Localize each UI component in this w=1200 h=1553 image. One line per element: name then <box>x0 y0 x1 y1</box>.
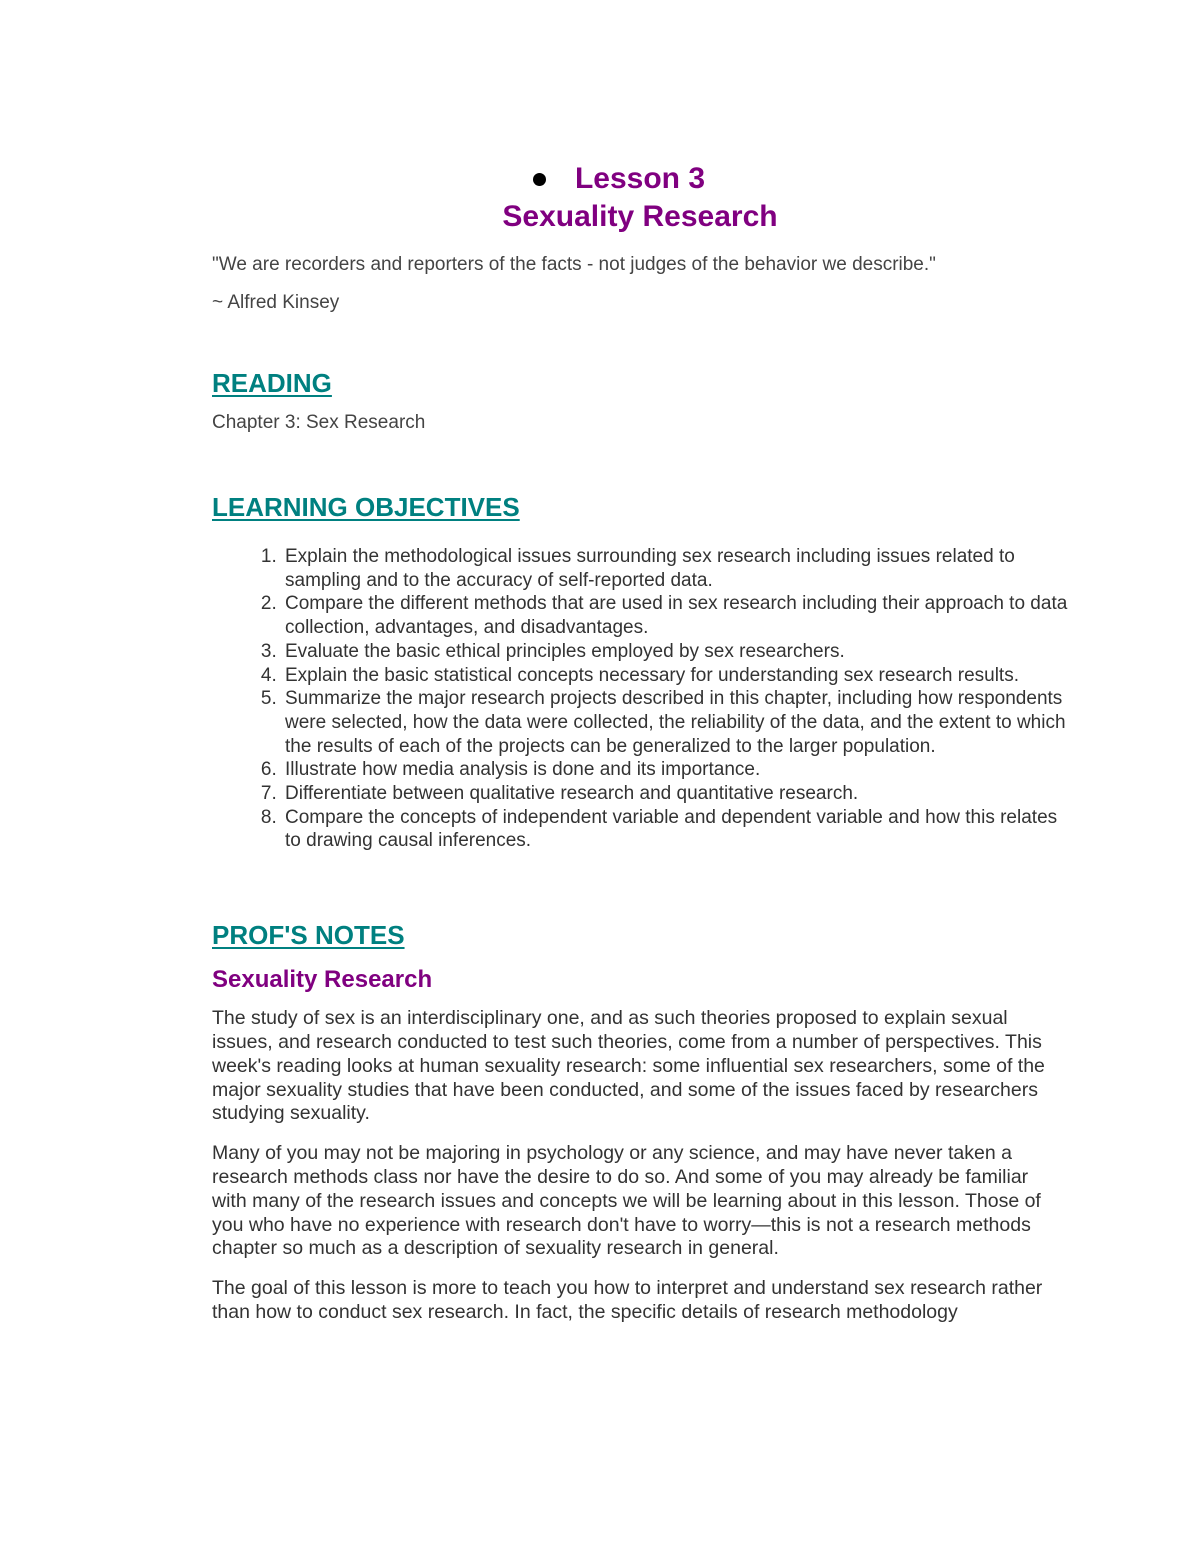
lesson-title-line <box>575 160 705 198</box>
notes-paragraph: The study of sex is an interdisciplinary one, and as such theories proposed to explain sexual issues, and research conducted to test such theories, come from a number of perspectives. This week's reading looks at human sexuality research: some influential sex researchers, some of the major sexuality studies that have been conducted, and some of the issues faced by researchers studying sexuality. <box>212 1007 1045 1125</box>
list-item: 7. Differentiate between qualitative research and quantitative research. <box>282 782 1068 806</box>
lesson-title: Sexuality Research <box>502 200 778 233</box>
lesson-number: Lesson 3 <box>574 162 706 195</box>
kinsey-quote: "We are recorders and reporters of the facts - not judges of the behavior we describe." <box>212 254 936 275</box>
list-item: 1. Explain the methodological issues surrounding sex research including issues related to sampling and to the accuracy of self-reported data. <box>282 545 1068 592</box>
lesson-title-block <box>212 160 1068 236</box>
list-item: 3. Evaluate the basic ethical principles employed by sex researchers. <box>282 640 1068 664</box>
bullet-icon <box>533 173 546 186</box>
list-item: 8. Compare the concepts of independent variable and dependent variable and how this relates to drawing causal inferences. <box>282 806 1068 853</box>
list-item: 6. Illustrate how media analysis is done and its importance. <box>282 758 1068 782</box>
list-item: 2. Compare the different methods that are used in sex research including their approach to data collection, advantages, and disadvantages. <box>282 592 1068 639</box>
list-item: 5. Summarize the major research projects described in this chapter, including how respondents were selected, how the data were collected, the reliability of the data, and the extent to which the results of each of the projects can be generalized to the larger population. <box>282 687 1068 758</box>
profs-notes-heading: PROF'S NOTES <box>212 920 405 951</box>
objectives-heading: LEARNING OBJECTIVES <box>212 492 520 522</box>
notes-paragraph: The goal of this lesson is more to teach you how to interpret and understand sex research rather than how to conduct sex research. In fact, the specific details of research methodology <box>212 1277 1043 1323</box>
notes-paragraph: Many of you may not be majoring in psychology or any science, and may have never taken a research methods class nor have the desire to do so. And some of you may already be familiar with many of the research issues and concepts we will be learning about in this lesson. Those of you who have no experience with research don't have to worry—this is not a research methods chapter so much as a description of sexuality research in general. <box>212 1142 1041 1260</box>
reading-text: Chapter 3: Sex Research <box>212 412 426 433</box>
document-page <box>212 150 1068 1325</box>
reading-heading: READING <box>212 368 332 398</box>
list-item: 4. Explain the basic statistical concepts necessary for understanding sex research results. <box>282 664 1068 688</box>
objectives-list <box>212 545 1068 853</box>
notes-subheading: Sexuality Research <box>212 966 433 994</box>
quote-attribution: ~ Alfred Kinsey <box>212 292 340 313</box>
